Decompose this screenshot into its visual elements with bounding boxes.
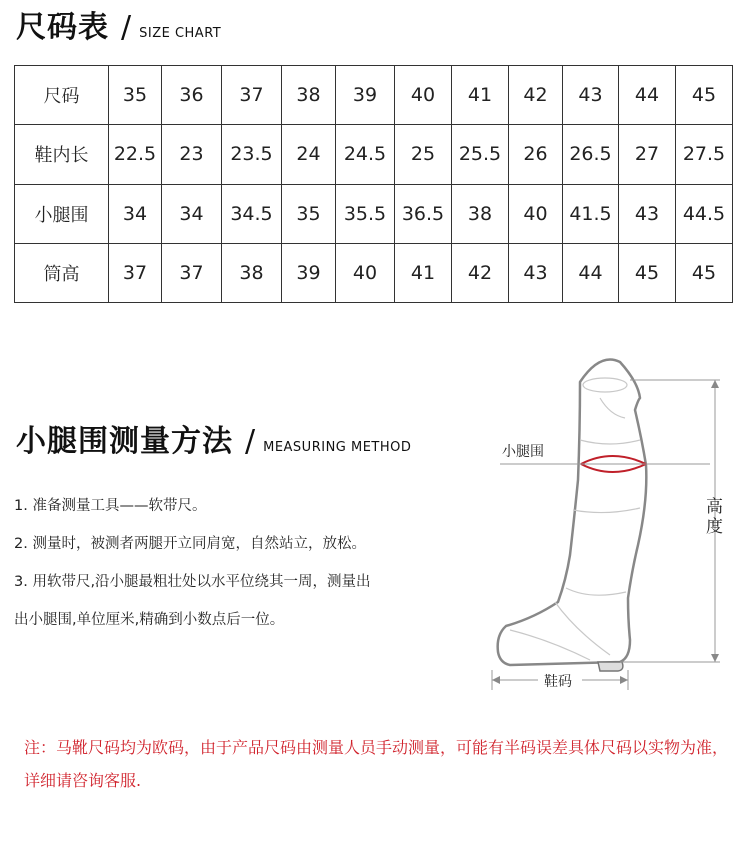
table-cell: 26: [509, 125, 563, 184]
table-row: [15, 184, 733, 243]
size-chart-title-cn: 尺码表: [16, 10, 109, 45]
table-cell: 43: [509, 243, 563, 302]
step-item: 出小腿围,单位厘米,精确到小数点后一位。: [14, 612, 285, 628]
table-row: [15, 125, 733, 184]
table-cell: 35: [109, 66, 162, 125]
row-label: 小腿围: [15, 184, 109, 243]
step-item: 2. 测量时，被测者两腿开立同肩宽，自然站立，放松。: [14, 536, 366, 552]
table-cell: 45: [676, 66, 733, 125]
boot-outline: [498, 360, 647, 666]
table-cell: 45: [676, 243, 733, 302]
table-cell: 40: [395, 66, 452, 125]
table-cell: 27.5: [676, 125, 733, 184]
calf-label: 小腿围: [502, 444, 544, 460]
table-cell: 26.5: [563, 125, 619, 184]
note-text: 注：马靴尺码均为欧码，由于产品尺码由测量人员手动测量，可能有半码误差具体尺码以实物为准，详细请咨询客服.: [24, 738, 729, 790]
table-cell: 39: [282, 243, 336, 302]
title-slash: /: [245, 424, 256, 459]
measuring-title-cn: 小腿围测量方法: [16, 424, 233, 459]
table-cell: 41.5: [563, 184, 619, 243]
row-label: 筒高: [15, 243, 109, 302]
table-cell: 36: [162, 66, 222, 125]
table-cell: 44: [563, 243, 619, 302]
row-label: 鞋内长: [15, 125, 109, 184]
table-cell: 38: [222, 243, 282, 302]
height-label-2: 度: [706, 517, 723, 537]
table-cell: 43: [563, 66, 619, 125]
table-cell: 34.5: [222, 184, 282, 243]
measuring-steps: [14, 487, 454, 639]
table-cell: 23: [162, 125, 222, 184]
table-cell: 38: [282, 66, 336, 125]
table-cell: 22.5: [109, 125, 162, 184]
height-label-1: 高: [706, 497, 723, 517]
step-item: 3. 用软带尺,沿小腿最粗壮处以水平位绕其一周，测量出: [14, 574, 371, 590]
row-label: 尺码: [15, 66, 109, 125]
measuring-title: [16, 416, 411, 460]
measuring-title-en: MEASURING METHOD: [263, 440, 412, 455]
table-cell: 35: [282, 184, 336, 243]
table-row: [15, 243, 733, 302]
table-cell: 37: [109, 243, 162, 302]
title-slash: /: [121, 10, 132, 45]
guide-lines: [492, 380, 720, 690]
table-cell: 45: [619, 243, 676, 302]
table-cell: 25.5: [452, 125, 509, 184]
size-chart-title: [16, 2, 221, 46]
table-cell: 27: [619, 125, 676, 184]
size-chart-title-en: SIZE CHART: [139, 26, 222, 41]
arrowheads: [492, 380, 719, 684]
table-cell: 23.5: [222, 125, 282, 184]
table-cell: 34: [109, 184, 162, 243]
table-cell: 24: [282, 125, 336, 184]
table-cell: 42: [452, 243, 509, 302]
table-cell: 40: [509, 184, 563, 243]
table-cell: 36.5: [395, 184, 452, 243]
table-cell: 44: [619, 66, 676, 125]
foot-label: 鞋码: [544, 674, 572, 690]
table-cell: 37: [222, 66, 282, 125]
table-cell: 37: [162, 243, 222, 302]
table-cell: 24.5: [336, 125, 395, 184]
table-cell: 40: [336, 243, 395, 302]
boot-diagram: [470, 340, 730, 700]
size-table: [14, 65, 733, 303]
boot-heel: [598, 662, 623, 671]
table-cell: 39: [336, 66, 395, 125]
table-cell: 44.5: [676, 184, 733, 243]
table-cell: 43: [619, 184, 676, 243]
table-cell: 25: [395, 125, 452, 184]
step-item: 1. 准备测量工具——软带尺。: [14, 498, 207, 514]
table-cell: 38: [452, 184, 509, 243]
table-cell: 41: [395, 243, 452, 302]
table-cell: 41: [452, 66, 509, 125]
table-cell: 35.5: [336, 184, 395, 243]
table-cell: 42: [509, 66, 563, 125]
table-row: [15, 66, 733, 125]
table-cell: 34: [162, 184, 222, 243]
